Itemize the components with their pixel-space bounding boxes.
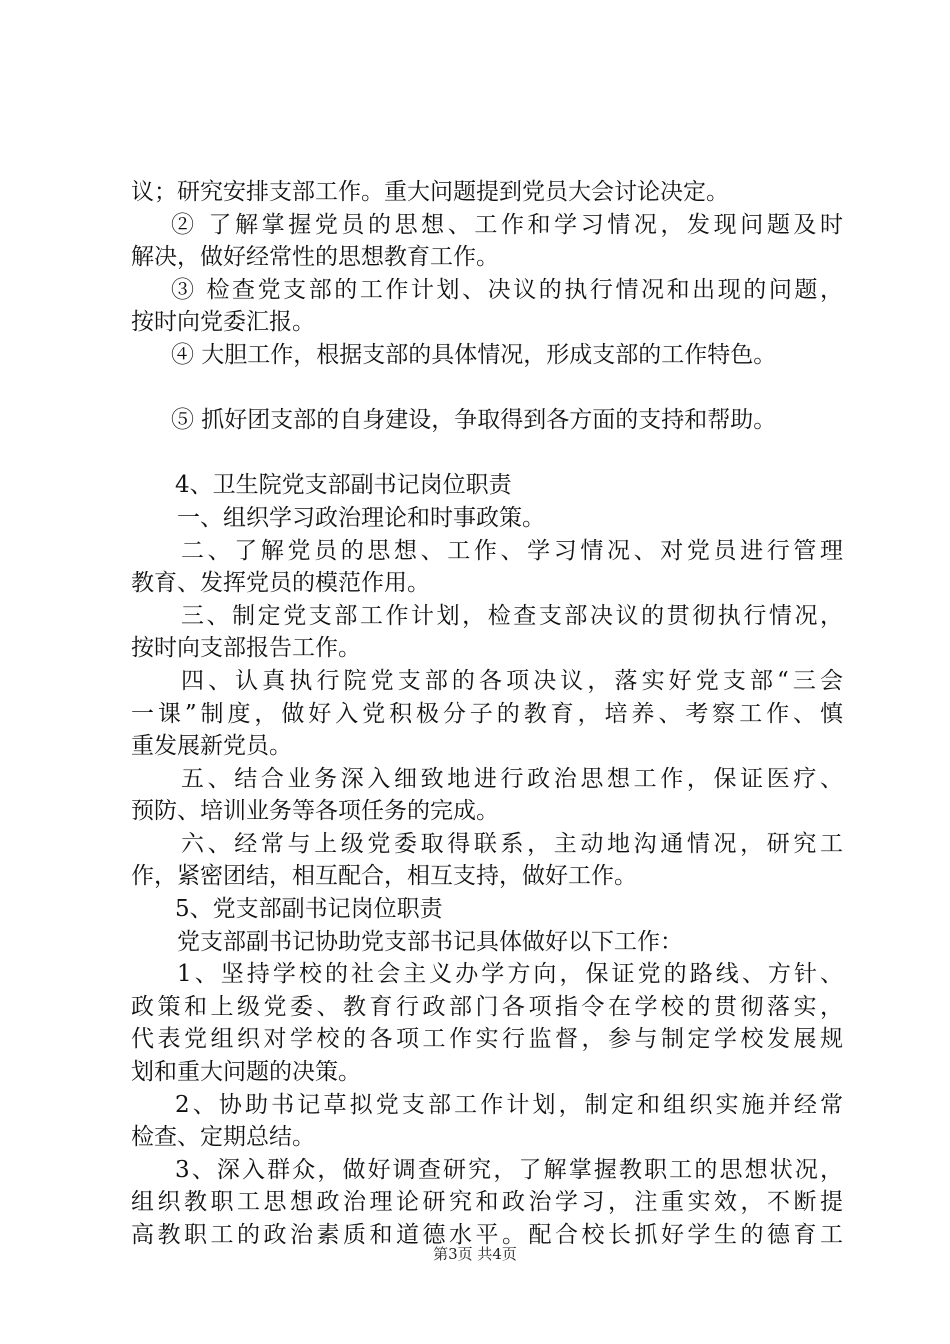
page-footer: 第3页 共4页 <box>433 1245 517 1263</box>
text-line: 作，紧密团结，相互配合，相互支持，做好工作。 <box>131 863 637 890</box>
text-line: 2、协助书记草拟党支部工作计划，制定和组织实施并经常 <box>175 1091 843 1118</box>
text-line: 1、坚持学校的社会主义办学方向，保证党的路线、方针、 <box>177 961 843 988</box>
paragraph-gap <box>131 437 843 470</box>
text-line: 政策和上级党委、教育行政部门各项指令在学校的贯彻落实， <box>131 993 843 1020</box>
text-line: 高教职工的政治素质和道德水平。配合校长抓好学生的德育工 <box>131 1222 843 1248</box>
text-line: 教育、发挥党员的模范作用。 <box>131 570 430 597</box>
text-line: ② 了解掌握党员的思想、工作和学习情况，发现问题及时 <box>171 211 843 238</box>
text-line: 检查、定期总结。 <box>131 1124 315 1151</box>
text-line: 一、组织学习政治理论和时事政策。 <box>177 504 545 531</box>
text-line: 划和重大问题的决策。 <box>131 1059 361 1086</box>
text-line: 代表党组织对学校的各项工作实行监督，参与制定学校发展规 <box>131 1026 843 1053</box>
text-line: 六、经常与上级党委取得联系，主动地沟通情况，研究工 <box>181 830 843 857</box>
text-line: ③ 检查党支部的工作计划、决议的执行情况和出现的问题， <box>171 276 843 303</box>
text-line: 五、结合业务深入细致地进行政治思想工作，保证医疗、 <box>181 765 843 792</box>
text-line: 3、深入群众，做好调查研究，了解掌握教职工的思想状况， <box>175 1156 843 1183</box>
text-line: 解决，做好经常性的思想教育工作。 <box>131 244 499 271</box>
text-line: 四、认真执行院党支部的各项决议，落实好党支部“三会 <box>181 667 843 694</box>
text-line: 按时向支部报告工作。 <box>131 635 361 662</box>
text-line: 组织教职工思想政治理论研究和政治学习，注重实效，不断提 <box>131 1189 843 1216</box>
paragraph-gap <box>131 372 843 405</box>
text-line: 议；研究安排支部工作。重大问题提到党员大会讨论决定。 <box>131 179 729 205</box>
text-line: 5、党支部副书记岗位职责 <box>175 896 443 923</box>
text-line: 4、卫生院党支部副书记岗位职责 <box>175 472 512 499</box>
text-line: 党支部副书记协助党支部书记具体做好以下工作： <box>177 928 683 955</box>
text-line: ④ 大胆工作，根据支部的具体情况，形成支部的工作特色。 <box>171 341 777 368</box>
text-line: 重发展新党员。 <box>131 733 292 760</box>
text-line: ⑤ 抓好团支部的自身建设，争取得到各方面的支持和帮助。 <box>171 407 777 434</box>
text-line: 按时向党委汇报。 <box>131 309 315 336</box>
document-body <box>131 176 843 1252</box>
text-line: 预防、培训业务等各项任务的完成。 <box>131 798 499 825</box>
text-line: 二、了解党员的思想、工作、学习情况、对党员进行管理 <box>181 537 843 564</box>
text-line: 一课”制度，做好入党积极分子的教育，培养、考察工作、慎 <box>131 700 843 727</box>
text-line: 三、制定党支部工作计划，检查支部决议的贯彻执行情况， <box>181 602 843 629</box>
